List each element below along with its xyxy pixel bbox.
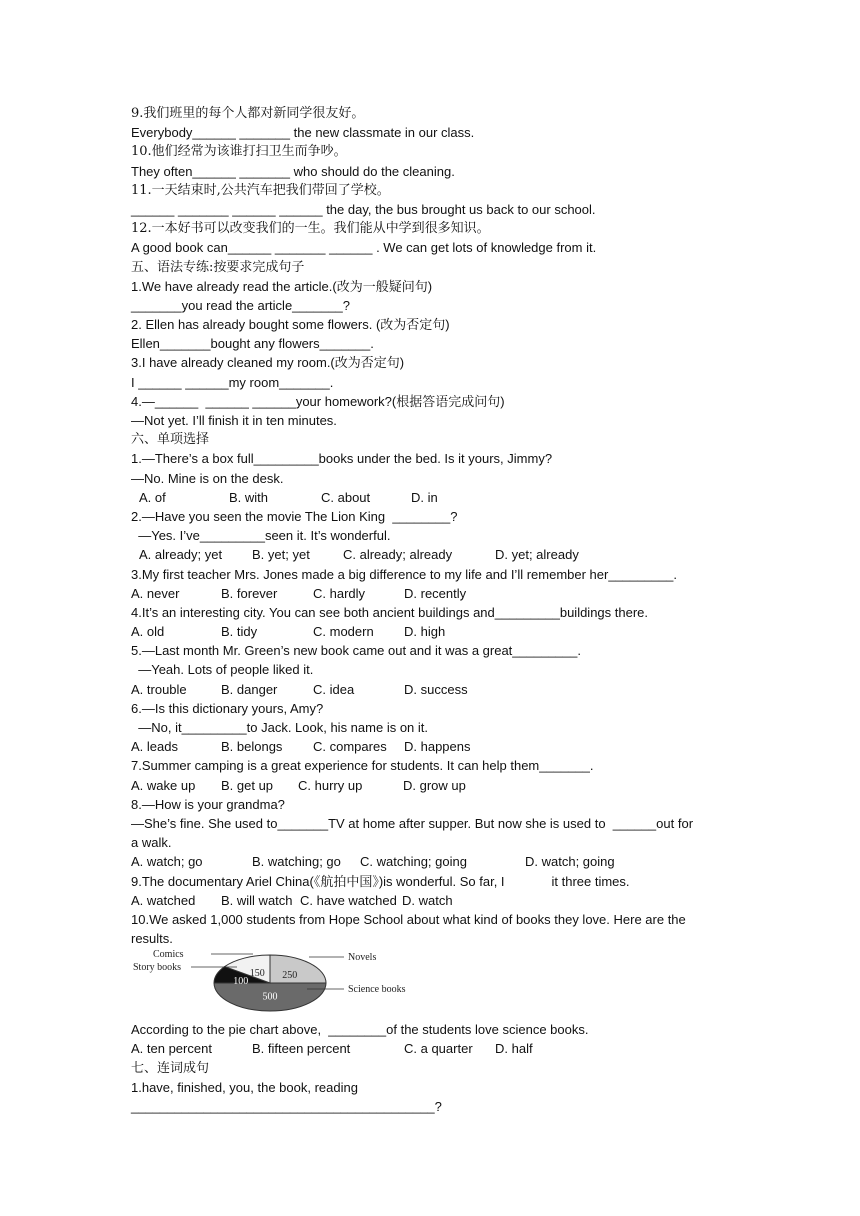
line-m2o [131, 545, 741, 564]
line-m10q: 10.We asked 1,000 students from Hope School about what kind of books they love. Here are the [131, 911, 686, 927]
option-m3o-a: A. never [131, 585, 180, 601]
option-m2o-c: C. already; already [343, 547, 453, 563]
pie-chart [131, 950, 741, 1016]
option-m4o-c: C. modern [313, 624, 374, 640]
line-m1o [131, 488, 741, 507]
line-m10o [131, 1039, 741, 1058]
option-m8o-d: D. watch; going [525, 854, 615, 870]
line-m2q: 2.—Have you seen the movie The Lion King ________? [131, 508, 458, 524]
line-g1q: 1.We have already read the article.(改为一般疑问句) [131, 278, 433, 294]
option-m10o-d: D. half [495, 1041, 533, 1057]
option-m5o-d: D. success [404, 681, 468, 697]
line-s7: 七、连词成句 [131, 1060, 210, 1076]
line-m5o [131, 680, 741, 699]
option-m2o-d: D. yet; already [495, 547, 579, 563]
option-m4o-d: D. high [404, 624, 446, 640]
option-m10o-b: B. fifteen percent [252, 1041, 351, 1057]
line-m8o [131, 852, 741, 871]
line-m7q: 7.Summer camping is a great experience for students. It can help them_______. [131, 758, 594, 774]
option-m4o-a: A. old [131, 624, 165, 640]
line-m5b: —Yeah. Lots of people liked it. [131, 662, 314, 678]
line-t10en: They often______ _______ who should do the cleaning. [131, 163, 455, 179]
worksheet-page [131, 104, 741, 1116]
pie-value-label-0: 250 [282, 970, 298, 982]
line-t11cn: 11.一天结束时,公共汽车把我们带回了学校。 [131, 182, 390, 198]
line-s5: 五、语法专练:按要求完成句子 [131, 259, 305, 275]
option-m8o-c: C. watching; going [360, 854, 467, 870]
line-c1q: 1.have, finished, you, the book, reading [131, 1079, 358, 1095]
worksheet-body-continued [131, 1020, 741, 1116]
option-m9o-b: B. will watch [221, 892, 293, 908]
line-g3a: I ______ ______my room_______. [131, 374, 334, 390]
line-m6o [131, 737, 741, 756]
line-m3o [131, 584, 741, 603]
option-m5o-a: A. trouble [131, 681, 187, 697]
line-m8q: 8.—How is your grandma? [131, 796, 285, 812]
line-m10c: According to the pie chart above, ________of the students love science books. [131, 1022, 589, 1038]
line-m6q: 6.—Is this dictionary yours, Amy? [131, 700, 324, 716]
line-t12cn: 12.一本好书可以改变我们的一生。我们能从中学到很多知识。 [131, 221, 490, 237]
line-m4o [131, 622, 741, 641]
worksheet-body [131, 104, 741, 948]
pie-category-label-comics: Comics [153, 950, 184, 961]
option-m4o-b: B. tidy [221, 624, 258, 640]
line-m1q: 1.—There’s a box full_________books under the bed. Is it yours, Jimmy? [131, 451, 553, 467]
pie-value-label-1: 500 [262, 991, 278, 1003]
line-t11en: ______ _______ ______ ______ the day, the bus brought us back to our school. [131, 201, 596, 217]
option-m3o-b: B. forever [221, 585, 278, 601]
line-m9q: 9.The documentary Ariel China(《航拍中国》)is wonderful. So far, I it three times. [131, 873, 630, 889]
line-g4q: 4.—______ ______ ______your homework?(根据答语完成问句) [131, 393, 505, 409]
line-s6: 六、单项选择 [131, 432, 210, 448]
option-m1o-b: B. with [229, 489, 269, 505]
line-m7o [131, 776, 741, 795]
option-m7o-d: D. grow up [403, 777, 466, 793]
line-m8c: a walk. [131, 835, 172, 851]
option-m6o-b: B. belongs [221, 739, 283, 755]
option-m8o-a: A. watch; go [131, 854, 203, 870]
option-m7o-b: B. get up [221, 777, 274, 793]
option-m3o-d: D. recently [404, 585, 467, 601]
option-m7o-a: A. wake up [131, 777, 196, 793]
line-g2q: 2. Ellen has already bought some flowers. (改为否定句) [131, 317, 450, 333]
option-m5o-b: B. danger [221, 681, 278, 697]
option-m5o-c: C. idea [313, 681, 355, 697]
line-m1b: —No. Mine is on the desk. [131, 470, 284, 486]
line-g4a: —Not yet. I’ll finish it in ten minutes. [131, 413, 337, 428]
line-m10b: results. [131, 931, 173, 947]
option-m8o-b: B. watching; go [252, 854, 341, 870]
line-m3q: 3.My first teacher Mrs. Jones made a big difference to my life and I’ll remember her_________. [131, 566, 678, 582]
option-m2o-b: B. yet; yet [252, 547, 310, 563]
option-m6o-a: A. leads [131, 739, 178, 755]
option-m9o-d: D. watch [402, 892, 453, 908]
pie-category-label-science-books: Science books [348, 984, 406, 996]
line-m2b: —Yes. I’ve_________seen it. It’s wonderful. [131, 528, 391, 544]
line-t12en: A good book can______ _______ ______ . We can get lots of knowledge from it. [131, 240, 597, 256]
line-c1a: __________________________________________? [131, 1099, 442, 1114]
line-t9cn: 9.我们班里的每个人都对新同学很友好。 [131, 106, 365, 121]
line-m9o [131, 891, 741, 910]
option-m7o-c: C. hurry up [298, 777, 363, 793]
pie-value-label-2: 100 [233, 976, 249, 988]
pie-slice-novels [270, 955, 326, 983]
pie-value-label-3: 150 [249, 968, 265, 980]
line-g3q: 3.I have already cleaned my room.(改为否定句) [131, 355, 405, 371]
line-g1a: _______you read the article_______? [131, 297, 351, 313]
option-m6o-d: D. happens [404, 739, 471, 755]
line-t10cn: 10.他们经常为该谁打扫卫生而争吵。 [131, 144, 347, 160]
pie-chart-svg [131, 950, 451, 1016]
pie-category-label-story-books: Story books [133, 962, 182, 974]
option-m9o-a: A. watched [131, 892, 196, 908]
option-m6o-c: C. compares [313, 739, 387, 755]
option-m3o-c: C. hardly [313, 585, 366, 601]
option-m1o-c: C. about [321, 489, 371, 505]
line-g2a: Ellen_______bought any flowers_______. [131, 336, 374, 352]
line-t9en: Everybody______ _______ the new classmate in our class. [131, 125, 475, 141]
option-m1o-a: A. of [139, 489, 166, 505]
option-m2o-a: A. already; yet [139, 547, 223, 563]
option-m10o-c: C. a quarter [404, 1041, 473, 1057]
line-m5q: 5.—Last month Mr. Green’s new book came out and it was a great_________. [131, 643, 581, 659]
pie-category-label-novels: Novels [348, 952, 377, 964]
option-m1o-d: D. in [411, 489, 438, 505]
option-m9o-c: C. have watched [300, 892, 397, 908]
line-m6b: —No, it_________to Jack. Look, his name is on it. [131, 720, 429, 735]
line-m4q: 4.It’s an interesting city. You can see both ancient buildings and_________buildings there. [131, 604, 649, 620]
option-m10o-a: A. ten percent [131, 1041, 212, 1057]
line-m8b: —She’s fine. She used to_______TV at home after supper. But now she is used to ______out for [131, 815, 694, 831]
